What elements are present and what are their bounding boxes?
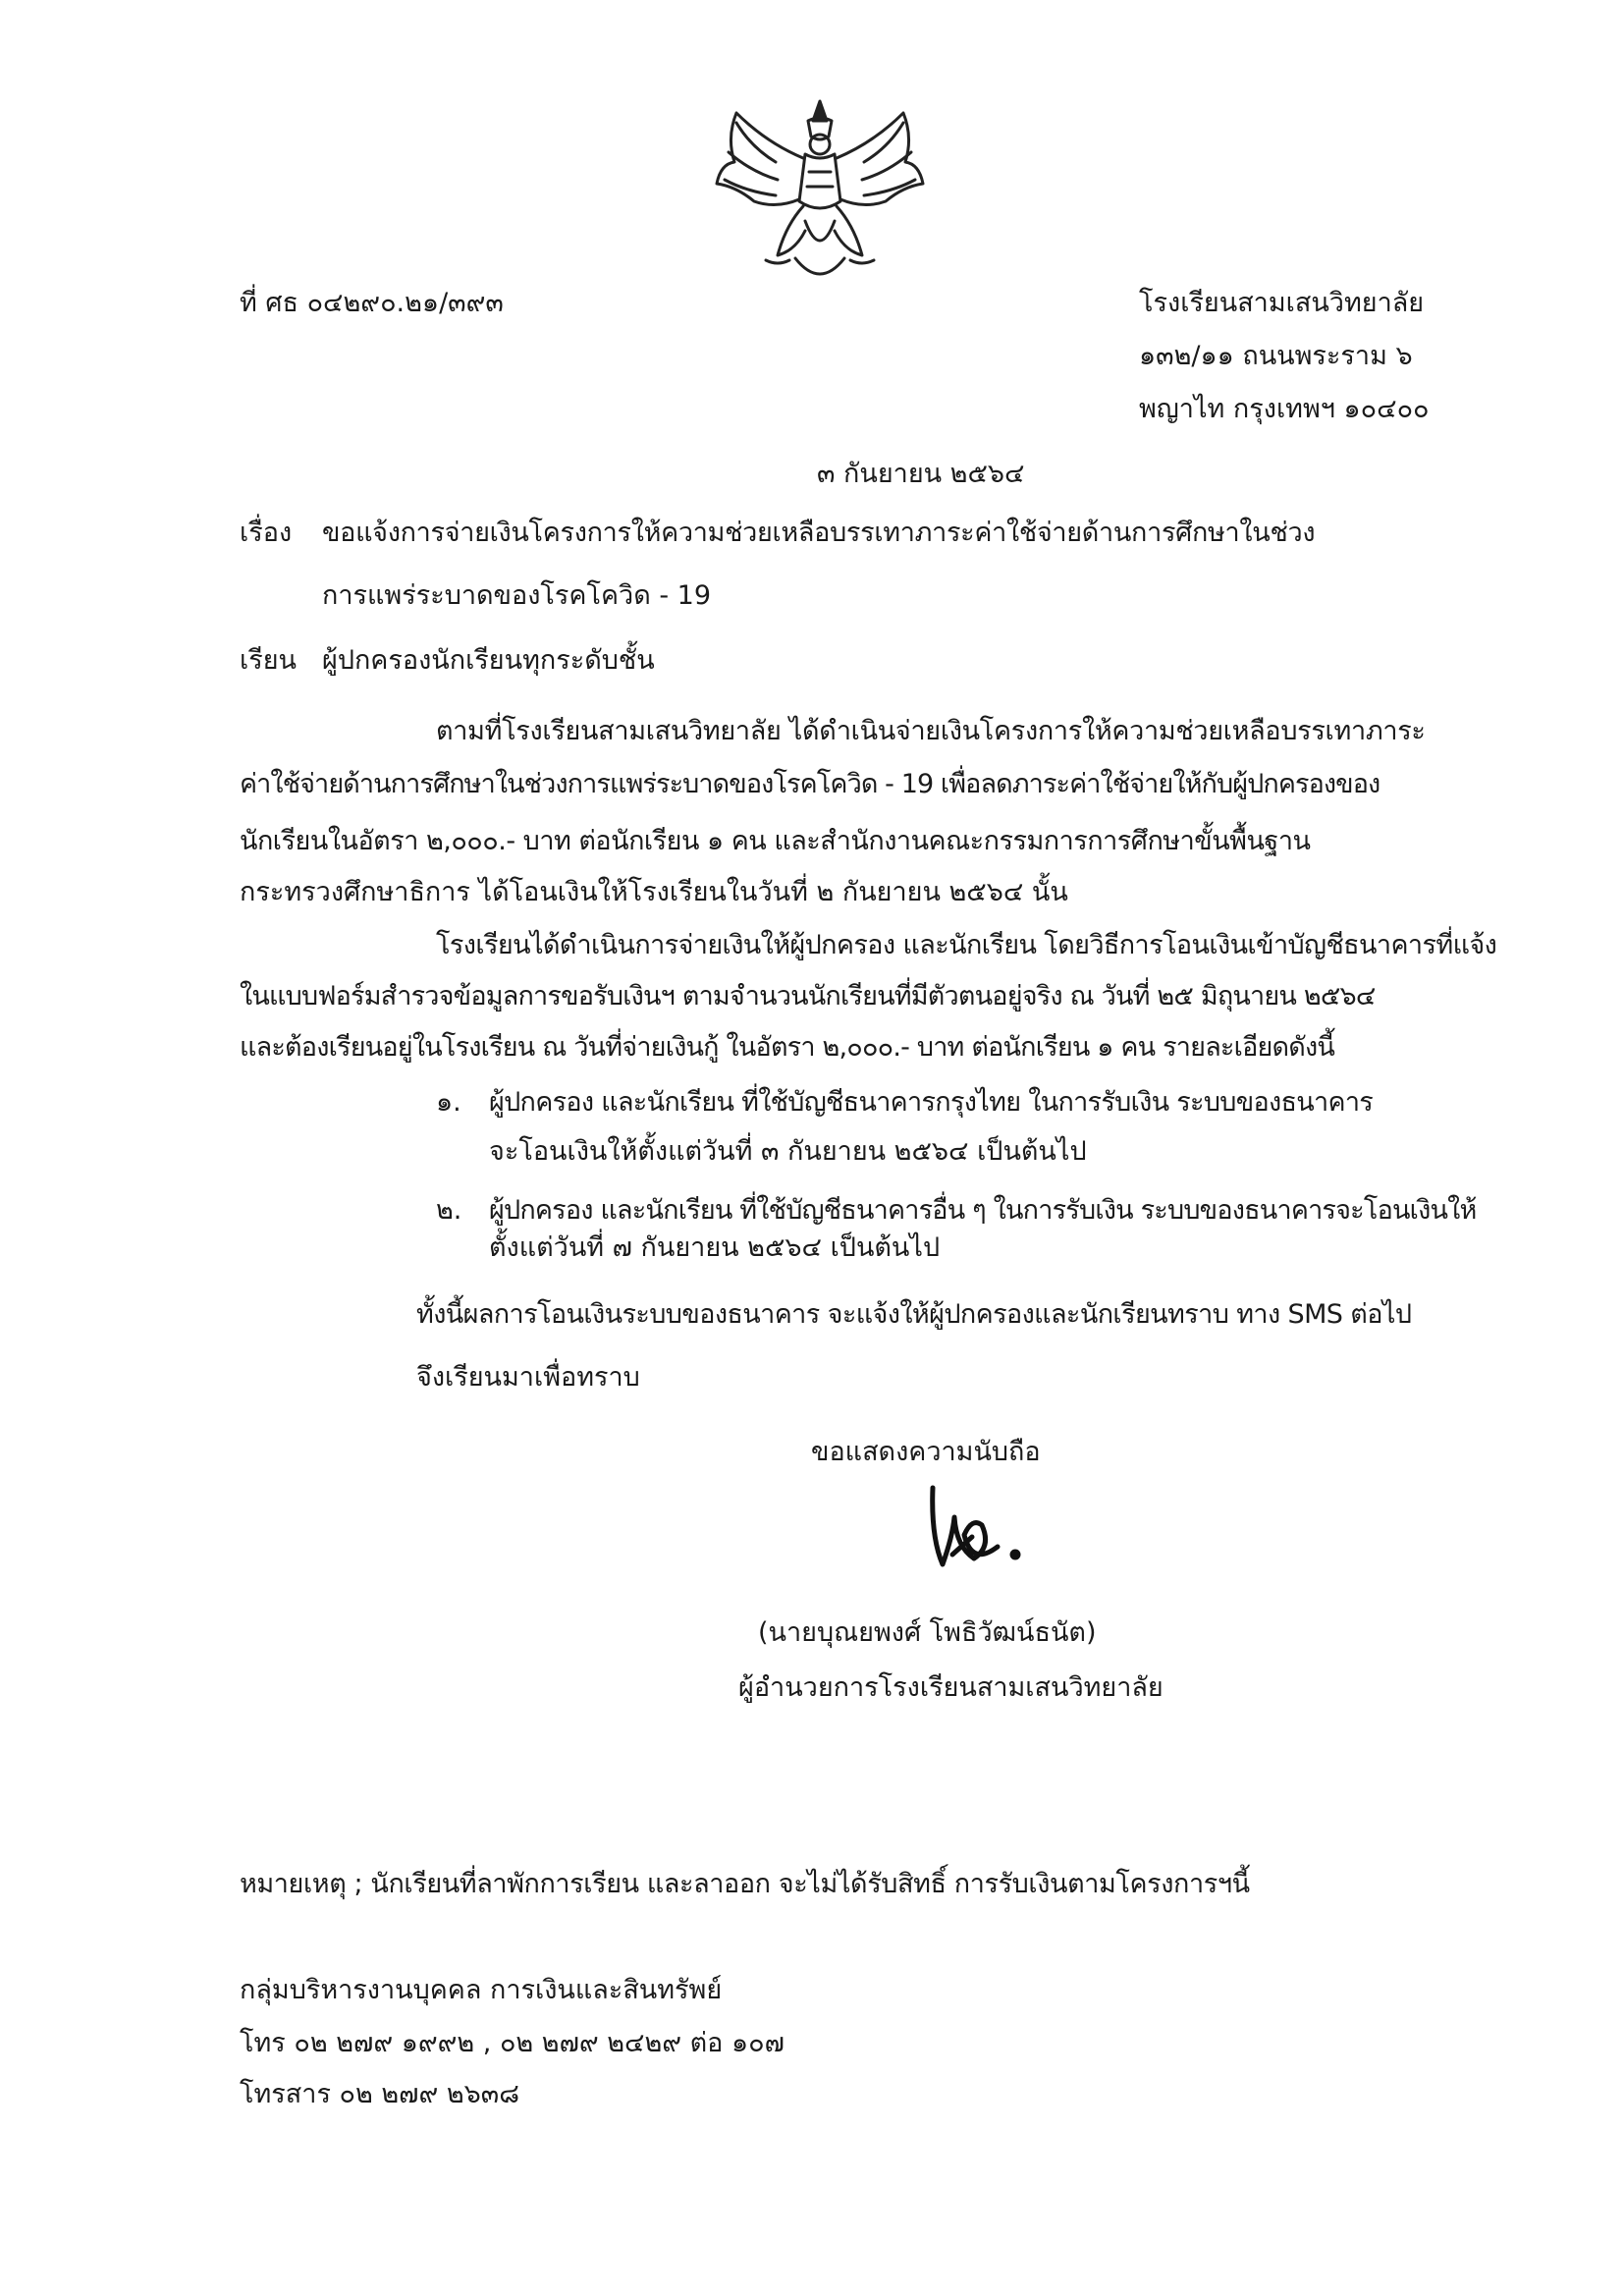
letter-date: ๓ กันยายน ๒๕๖๔ <box>817 459 1025 489</box>
paragraph-line: กระทรวงศึกษาธิการ ได้โอนเงินให้โรงเรียนในวันที่ ๒ กันยายน ๒๕๖๔ นั้น <box>240 877 1068 907</box>
list-item-line1: ผู้ปกครอง และนักเรียน ที่ใช้บัญชีธนาคารอื่น ๆ ในการรับเงิน ระบบของธนาคารจะโอนเงินให้ <box>489 1195 1477 1226</box>
list-item-line2: จะโอนเงินให้ตั้งแต่วันที่ ๓ กันยายน ๒๕๖๔ เป็นต้นไป <box>489 1136 1087 1167</box>
contact-fax: โทรสาร ๐๒ ๒๗๙ ๒๖๓๘ <box>240 2079 520 2109</box>
paragraph-line: ในแบบฟอร์มสำรวจข้อมูลการขอรับเงินฯ ตามจำนวนนักเรียนที่มีตัวตนอยู่จริง ณ วันที่ ๒๕ มิถุนายน ๒๕๖๔ <box>240 981 1376 1011</box>
contact-department: กลุ่มบริหารงานบุคคล การเงินและสินทรัพย์ <box>240 1975 723 2005</box>
garuda-emblem <box>707 93 933 295</box>
paragraph-line: นักเรียนในอัตรา ๒,๐๐๐.- บาท ต่อนักเรียน ๑ คน และสำนักงานคณะกรรมการการศึกษาขั้นพื้นฐาน <box>240 826 1311 856</box>
list-item-number: ๒. <box>436 1195 462 1226</box>
paragraph-line: และต้องเรียนอยู่ในโรงเรียน ณ วันที่จ่ายเงินกู้ ในอัตรา ๒,๐๐๐.- บาท ต่อนักเรียน ๑ คน รายละเอียดดังนี้ <box>240 1032 1335 1063</box>
subject-line2: การแพร่ระบาดของโรคโควิด - 19 <box>322 580 711 611</box>
school-address-line1: ๑๓๒/๑๑ ถนนพระราม ๖ <box>1139 341 1413 371</box>
contact-phone: โทร ๐๒ ๒๗๙ ๑๙๙๒ , ๐๒ ๒๗๙ ๒๔๒๙ ต่อ ๑๐๗ <box>240 2028 785 2058</box>
list-item-number: ๑. <box>436 1087 461 1118</box>
closing-salutation: ขอแสดงความนับถือ <box>811 1437 1041 1467</box>
recipient-text: ผู้ปกครองนักเรียนทุกระดับชั้น <box>322 645 655 676</box>
remark-note: หมายเหตุ ; นักเรียนที่ลาพักการเรียน และลาออก จะไม่ได้รับสิทธิ์ การรับเงินตามโครงการฯนี้ <box>240 1869 1250 1899</box>
paragraph-line: ตามที่โรงเรียนสามเสนวิทยาลัย ได้ดำเนินจ่ายเงินโครงการให้ความช่วยเหลือบรรเทาภาระ <box>436 716 1426 746</box>
school-address-line2: พญาไท กรุงเทพฯ ๑๐๔๐๐ <box>1139 394 1430 424</box>
signer-name: (นายบุณยพงศ์ โพธิวัฒน์ธนัต) <box>758 1617 1097 1648</box>
closing-request: จึงเรียนมาเพื่อทราบ <box>416 1362 640 1393</box>
signature-mark <box>913 1478 1051 1586</box>
subject-line1: ขอแจ้งการจ่ายเงินโครงการให้ความช่วยเหลือบรรเทาภาระค่าใช้จ่ายด้านการศึกษาในช่วง <box>322 518 1316 548</box>
subject-label: เรื่อง <box>240 518 293 548</box>
school-name: โรงเรียนสามเสนวิทยาลัย <box>1139 288 1425 318</box>
list-item-line1: ผู้ปกครอง และนักเรียน ที่ใช้บัญชีธนาคารกรุงไทย ในการรับเงิน ระบบของธนาคาร <box>489 1087 1374 1118</box>
paragraph-line: โรงเรียนได้ดำเนินการจ่ายเงินให้ผู้ปกครอง และนักเรียน โดยวิธีการโอนเงินเข้าบัญชีธนาคารที่แจ้ง <box>436 930 1497 960</box>
list-item-line2: ตั้งแต่วันที่ ๗ กันยายน ๒๕๖๔ เป็นต้นไป <box>489 1232 941 1263</box>
signer-title: ผู้อำนวยการโรงเรียนสามเสนวิทยาลัย <box>738 1672 1164 1703</box>
recipient-label: เรียน <box>240 645 298 676</box>
paragraph-line: ค่าใช้จ่ายด้านการศึกษาในช่วงการแพร่ระบาดของโรคโควิด - 19 เพื่อลดภาระค่าใช้จ่ายให้กับผู้ปกครองของ <box>240 769 1380 799</box>
notice-text: ทั้งนี้ผลการโอนเงินระบบของธนาคาร จะแจ้งให้ผู้ปกครองและนักเรียนทราบ ทาง SMS ต่อไป <box>416 1299 1412 1330</box>
reference-number: ที่ ศธ ๐๔๒๙๐.๒๑/๓๙๓ <box>240 288 504 318</box>
